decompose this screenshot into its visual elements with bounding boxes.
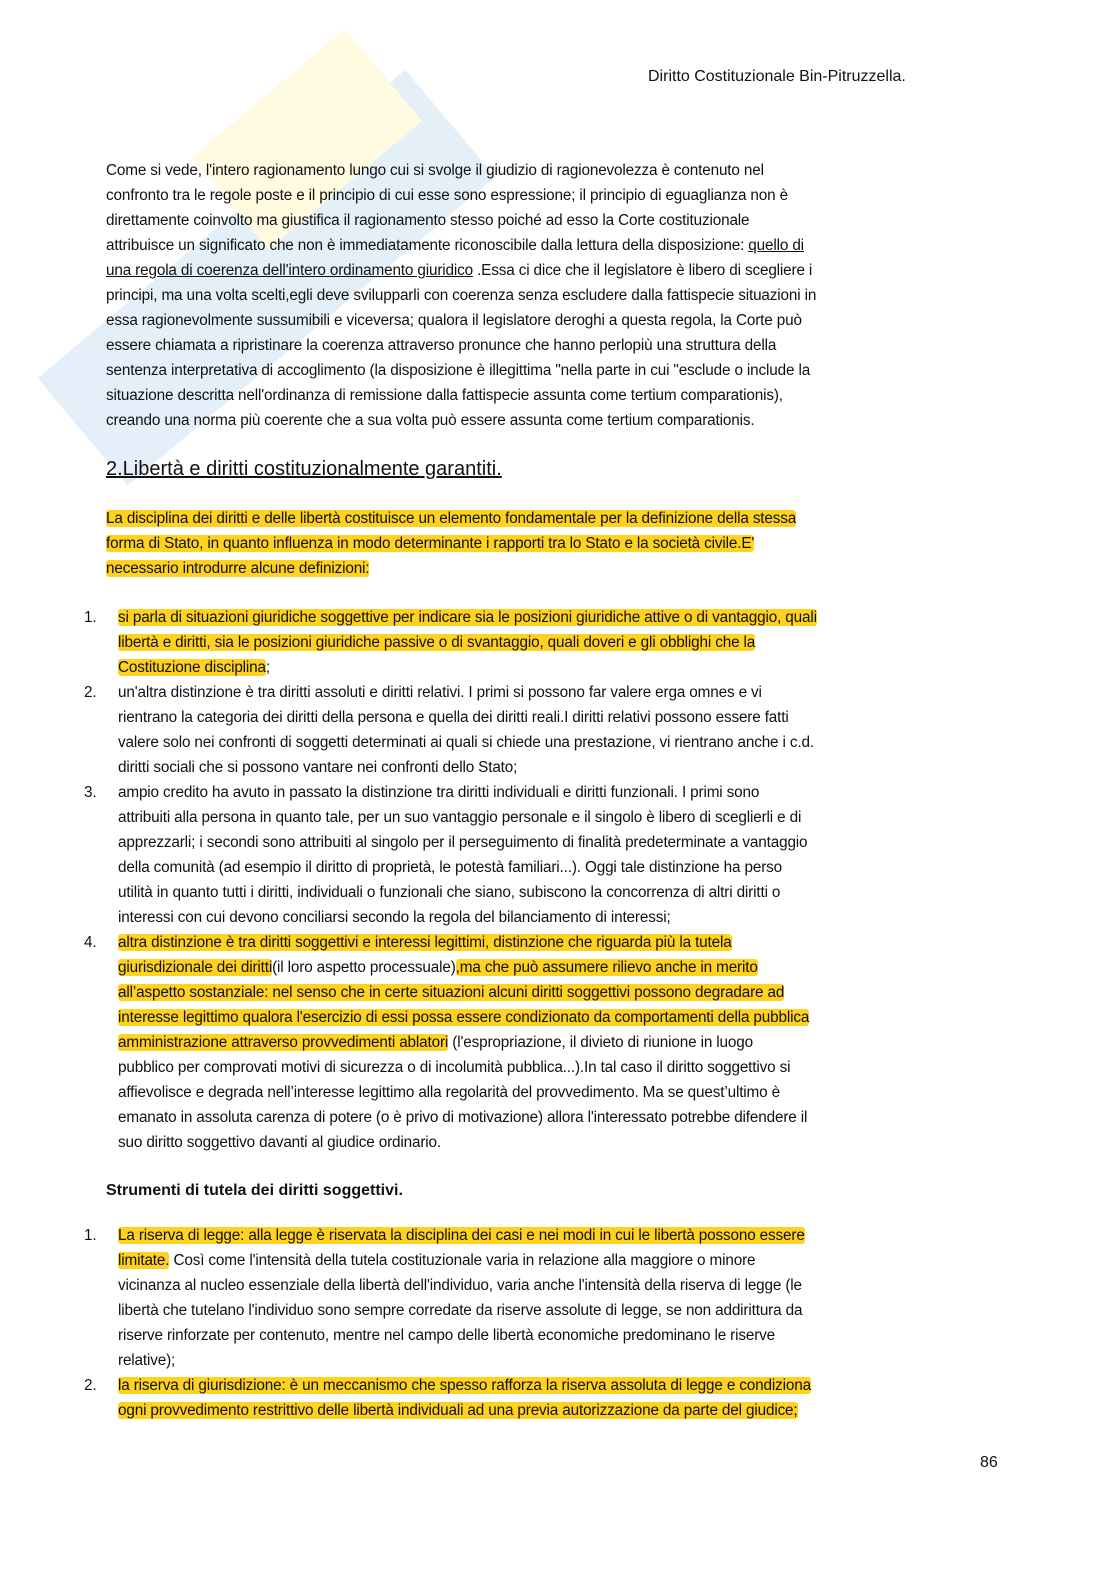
text-span: della comunità (ad esempio il diritto di proprietà, le potestà familiari...). Oggi tale distinzione ha perso <box>118 859 783 876</box>
section-intro-paragraph <box>106 506 1006 581</box>
text-span: suo diritto soggettivo davanti al giudice ordinario. <box>118 1134 441 1151</box>
text-line <box>118 1055 1014 1080</box>
text-line <box>106 308 1006 333</box>
text-line <box>118 855 1014 880</box>
highlighted-text: altra distinzione è tra diritti soggettivi e interessi legittimi, distinzione che riguarda più la tutela <box>118 934 732 951</box>
text-span: affievolisce e degrada nell’interesse legittimo alla regolarità del provvedimento. Ma se quest’ultimo è <box>118 1084 780 1101</box>
text-line <box>118 1223 1014 1248</box>
page-number: 86 <box>980 1454 998 1471</box>
text-line <box>118 1030 1014 1055</box>
highlighted-text: amministrazione attraverso provvedimenti ablatori <box>118 1034 449 1051</box>
text-span: un'altra distinzione è tra diritti assoluti e diritti relativi. I primi si possono far valere erga omnes e vi <box>118 684 762 701</box>
text-line <box>118 955 1014 980</box>
highlighted-text: limitate. <box>118 1252 170 1269</box>
highlighted-text: Costituzione disciplina <box>118 659 266 676</box>
text-span: valere solo nei confronti di soggetti determinati ai quali si chiede una prestazione, vi rientrano anche i c.d. <box>118 734 814 751</box>
text-span: ampio credito ha avuto in passato la distinzione tra diritti individuali e diritti funzionali. I primi sono <box>118 784 760 801</box>
highlighted-text: la riserva di giurisdizione: è un meccanismo che spesso rafforza la riserva assoluta di legge e condiziona <box>118 1377 811 1394</box>
text-span: riserve rinforzate per contenuto, mentre nel campo delle libertà economiche predominano le riserve <box>118 1327 776 1344</box>
text-span: utilità in quanto tutti i diritti, individuali o funzionali che siano, subiscono la concorrenza di altri diritti o <box>118 884 781 901</box>
text-line <box>118 630 1014 655</box>
intro-paragraph <box>106 158 1006 433</box>
text-span: emanato in assoluta carenza di potere (o è privo di motivazione) allora l'interessato potrebbe difendere il <box>118 1109 808 1126</box>
text-span: attribuisce un significato che non è immediatamente riconoscibile dalla lettura della disposizione: <box>106 237 749 254</box>
list-number: 4. <box>84 934 97 951</box>
text-span: attribuiti alla persona in quanto tale, per un suo vantaggio personale e il singolo è libero di sceglierli e di <box>118 809 802 826</box>
section-title: 2.Libertà e diritti costituzionalmente garantiti. <box>106 458 502 480</box>
list-item <box>84 605 1014 680</box>
list-item <box>84 1373 1014 1423</box>
text-line <box>118 1373 1014 1398</box>
text-span: diritti sociali che si possono vantare nei confronti dello Stato; <box>118 759 518 776</box>
text-line <box>118 705 1014 730</box>
text-line <box>106 283 1006 308</box>
text-line <box>118 1273 1014 1298</box>
text-span: confronto tra le regole poste e il principio di cui esse sono espressione; il principio di eguaglianza non è <box>106 187 788 204</box>
text-line <box>118 1080 1014 1105</box>
text-line <box>118 1323 1014 1348</box>
text-span: .Essa ci dice che il legislatore è libero di scegliere i <box>472 262 813 279</box>
text-line <box>118 730 1014 755</box>
text-line <box>118 780 1014 805</box>
text-line <box>118 1298 1014 1323</box>
text-span: Così come l'intensità della tutela costituzionale varia in relazione alla maggiore o minore <box>169 1252 756 1269</box>
highlighted-text: La riserva di legge: alla legge è riservata la disciplina dei casi e nei modi in cui le libertà possono essere <box>118 1227 805 1244</box>
text-line <box>118 1398 1014 1423</box>
list-item <box>84 930 1014 1155</box>
underlined-text: una regola di coerenza dell'intero ordinamento giuridico <box>106 262 473 279</box>
highlighted-text: all’aspetto sostanziale: nel senso che in certe situazioni alcuni diritti soggettivi possono degradare ad <box>118 984 785 1001</box>
text-line <box>118 930 1014 955</box>
highlighted-text: La disciplina dei diritti e delle libertà costituisce un elemento fondamentale per la definizione della stessa <box>106 510 797 527</box>
text-line <box>118 655 1014 680</box>
highlighted-text: interesse legittimo qualora l'esercizio di essi possa essere condizionato da comportamenti della pubblica <box>118 1009 810 1026</box>
text-line <box>106 506 1006 531</box>
text-span: interessi con cui devono conciliarsi secondo la regola del bilanciamento di interessi; <box>118 909 671 926</box>
text-span: sentenza interpretativa di accoglimento (la disposizione è illegittima "nella parte in cui "esclude o include la <box>106 362 811 379</box>
text-span: creando una norma più coerente che a sua volta può essere assunta come tertium comparationis. <box>106 412 755 429</box>
text-span: relative); <box>118 1352 176 1369</box>
text-line <box>118 880 1014 905</box>
text-line <box>118 755 1014 780</box>
text-line <box>106 158 1006 183</box>
subsection-title: Strumenti di tutela dei diritti soggettivi. <box>106 1182 403 1199</box>
text-line <box>118 980 1014 1005</box>
text-line <box>106 531 1006 556</box>
text-span: situazione descritta nell'ordinanza di remissione dalla fattispecie assunta come tertium comparationis), <box>106 387 783 404</box>
text-span: rientrano la categoria dei diritti della persona e quella dei diritti reali.I diritti relativi possono essere fatti <box>118 709 789 726</box>
text-line <box>106 333 1006 358</box>
text-line <box>118 1130 1014 1155</box>
text-line <box>106 258 1006 283</box>
highlighted-text: giurisdizionale dei diritti <box>118 959 273 976</box>
list-item <box>84 1223 1014 1373</box>
text-line <box>118 905 1014 930</box>
list-number: 3. <box>84 784 97 801</box>
highlighted-text: ogni provvedimento restrittivo delle libertà individuali ad una previa autorizzazione da parte del giudice; <box>118 1402 798 1419</box>
highlighted-text: ,ma che può assumere rilievo anche in merito <box>455 959 758 976</box>
highlighted-text: forma di Stato, in quanto influenza in modo determinante i rapporti tra lo Stato e la società civile.E' <box>106 535 755 552</box>
text-span: (il loro aspetto processuale) <box>272 959 456 976</box>
text-line <box>106 556 1006 581</box>
list-item <box>84 780 1014 930</box>
text-span: vicinanza al nucleo essenziale della libertà dell'individuo, varia anche l'intensità della riserva di legge (le <box>118 1277 802 1294</box>
list-number: 2. <box>84 684 97 701</box>
underlined-text: quello di <box>748 237 804 254</box>
list-number: 1. <box>84 1227 97 1244</box>
text-span: direttamente coinvolto ma giustifica il ragionamento stesso poiché ad esso la Corte costituzionale <box>106 212 750 229</box>
text-span: Come si vede, l'intero ragionamento lungo cui si svolge il giudizio di ragionevolezza è contenuto nel <box>106 162 764 179</box>
list-item <box>84 680 1014 780</box>
instruments-list <box>84 1223 1014 1423</box>
text-line <box>106 383 1006 408</box>
text-line <box>118 830 1014 855</box>
text-span: apprezzarli; i secondi sono attribuiti al singolo per il perseguimento di finalità predeterminate a vantaggio <box>118 834 808 851</box>
text-line <box>118 605 1014 630</box>
running-header: Diritto Costituzionale Bin-Pitruzzella. <box>648 68 906 85</box>
text-span: (l'espropriazione, il divieto di riunione in luogo <box>448 1034 753 1051</box>
text-span: essa ragionevolmente sussumibili e viceversa; qualora il legislatore deroghi a questa regola, la Corte può <box>106 312 802 329</box>
text-line <box>118 1105 1014 1130</box>
text-span: principi, ma una volta scelti,egli deve svilupparli con coerenza senza escludere dalla fattispecie situazioni in <box>106 287 817 304</box>
highlighted-text: necessario introdurre alcune definizioni: <box>106 560 370 577</box>
text-span: libertà che tutelano l'individuo sono sempre corredate da riserve assolute di legge, se non addirittura da <box>118 1302 803 1319</box>
text-line <box>118 680 1014 705</box>
text-line <box>118 805 1014 830</box>
text-span: pubblico per comprovati motivi di sicurezza o di incolumità pubblica...).In tal caso il diritto soggettivo si <box>118 1059 791 1076</box>
text-span: ; <box>265 659 271 676</box>
text-line <box>106 233 1006 258</box>
highlighted-text: si parla di situazioni giuridiche soggettive per indicare sia le posizioni giuridiche attive o di vantaggio, quali <box>118 609 817 626</box>
definitions-list <box>84 605 1014 1155</box>
highlighted-text: libertà e diritti, sia le posizioni giuridiche passive o di svantaggio, quali doveri e gli obblighi che la <box>118 634 756 651</box>
list-number: 1. <box>84 609 97 626</box>
text-line <box>118 1248 1014 1273</box>
text-line <box>106 183 1006 208</box>
text-line <box>106 358 1006 383</box>
text-line <box>118 1005 1014 1030</box>
list-number: 2. <box>84 1377 97 1394</box>
text-span: essere chiamata a ripristinare la coerenza attraverso pronunce che hanno perlopiù una struttura della <box>106 337 777 354</box>
text-line <box>106 408 1006 433</box>
text-line <box>106 208 1006 233</box>
text-line <box>118 1348 1014 1373</box>
